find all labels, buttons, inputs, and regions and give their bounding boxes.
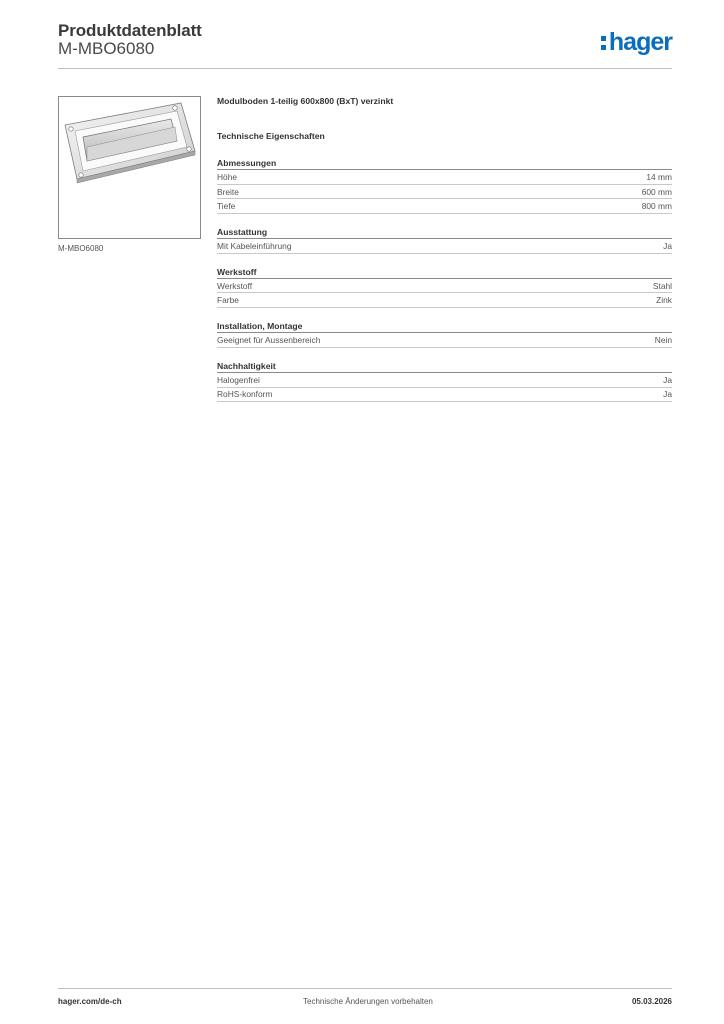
property-value: Ja — [663, 240, 672, 251]
property-value: 14 mm — [646, 171, 672, 182]
property-value: Nein — [654, 334, 672, 345]
property-value: 600 mm — [641, 186, 672, 197]
product-description: Modulboden 1-teilig 600x800 (BxT) verzinkt — [217, 96, 394, 106]
image-caption: M-MBO6080 — [58, 244, 104, 253]
property-label: Werkstoff — [217, 280, 253, 291]
technical-properties-heading: Technische Eigenschaften — [217, 131, 325, 141]
property-group — [217, 266, 672, 308]
logo-colon-icon — [601, 36, 606, 50]
hager-logo — [601, 28, 672, 56]
product-details — [217, 96, 672, 402]
property-group — [217, 226, 672, 254]
property-row — [217, 185, 672, 200]
property-value: Ja — [663, 389, 672, 400]
property-value: Zink — [656, 295, 672, 306]
property-label: Farbe — [217, 295, 239, 306]
property-row — [217, 388, 672, 403]
property-groups — [217, 157, 672, 402]
property-row — [217, 293, 672, 308]
property-value: 800 mm — [641, 201, 672, 212]
property-label: Breite — [217, 186, 239, 197]
page-footer — [58, 997, 672, 1011]
property-row — [217, 333, 672, 348]
footer-disclaimer: Technische Änderungen vorbehalten — [303, 997, 433, 1006]
product-image — [58, 96, 201, 239]
property-row — [217, 373, 672, 388]
property-label: Tiefe — [217, 201, 236, 212]
page-header — [58, 20, 672, 68]
property-label: Mit Kabeleinführung — [217, 240, 292, 251]
property-label: Höhe — [217, 171, 238, 182]
property-group-title: Nachhaltigkeit — [217, 360, 276, 371]
property-label: Geeignet für Aussenbereich — [217, 334, 321, 345]
logo-wordmark: hager — [608, 27, 672, 56]
property-value: Stahl — [652, 280, 672, 291]
property-row — [217, 279, 672, 294]
property-row — [217, 239, 672, 254]
property-group-title: Ausstattung — [217, 227, 268, 238]
property-group-title: Werkstoff — [217, 266, 257, 277]
footer-date: 05.03.2026 — [631, 997, 672, 1006]
product-code: M-MBO6080 — [58, 39, 155, 58]
property-row — [217, 199, 672, 214]
property-group — [217, 157, 672, 214]
document-title: Produktdatenblatt — [58, 21, 202, 40]
property-value: Ja — [663, 374, 672, 385]
property-group — [217, 360, 672, 402]
property-group-title: Installation, Montage — [217, 321, 303, 332]
property-row — [217, 170, 672, 185]
property-label: Halogenfrei — [217, 374, 260, 385]
property-group-title: Abmessungen — [217, 158, 277, 168]
footer-website-link[interactable]: hager.com/de-ch — [58, 997, 122, 1006]
property-group — [217, 320, 672, 348]
footer-divider — [58, 988, 672, 989]
property-label: RoHS-konform — [217, 389, 273, 400]
header-divider — [58, 68, 672, 69]
module-floor-illustration — [59, 97, 200, 238]
